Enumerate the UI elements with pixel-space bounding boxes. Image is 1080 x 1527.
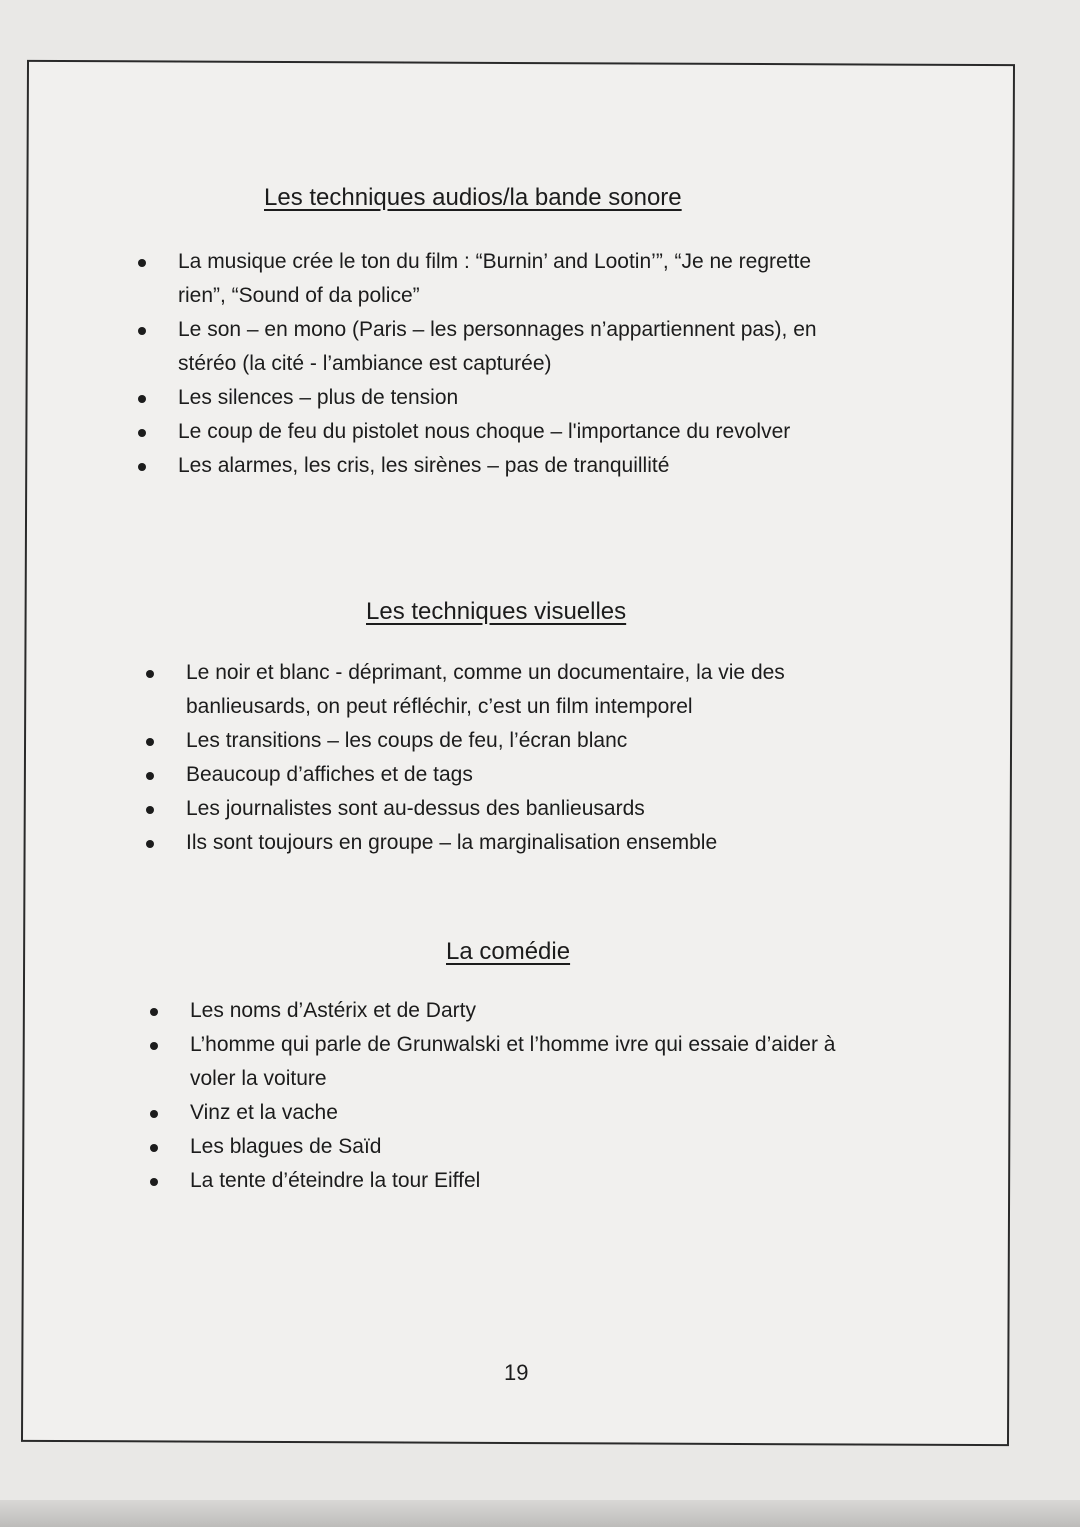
page-number: 19 — [504, 1360, 529, 1385]
list-item — [186, 724, 856, 758]
list-item — [178, 381, 858, 415]
section-title: Les techniques audios/la bande sonore — [264, 184, 682, 211]
bullet-list — [178, 245, 858, 483]
bullet-list — [186, 656, 856, 860]
list-item — [186, 758, 856, 792]
bullet-icon — [146, 772, 154, 780]
bullet-icon — [150, 1110, 158, 1118]
item-text: Le coup de feu du pistolet nous choque – l'importance du revolver — [178, 420, 791, 443]
list-item — [186, 792, 856, 826]
item-text: Les blagues de Saïd — [190, 1135, 382, 1158]
list-item — [178, 245, 858, 313]
list-item — [178, 449, 858, 483]
bullet-list — [190, 994, 860, 1198]
list-item — [178, 415, 858, 449]
item-text: Le noir et blanc - déprimant, comme un documentaire, la vie des banlieusards, on peut réfléchir, c’est un film intemporel — [186, 661, 785, 718]
item-text: La tente d’éteindre la tour Eiffel — [190, 1169, 481, 1192]
bullet-icon — [150, 1144, 158, 1152]
list-item — [190, 1096, 860, 1130]
list-item — [178, 313, 858, 381]
bullet-icon — [138, 429, 146, 437]
bullet-icon — [138, 259, 146, 267]
bullet-icon — [146, 738, 154, 746]
list-item — [190, 994, 860, 1028]
item-text: L’homme qui parle de Grunwalski et l’homme ivre qui essaie d’aider à voler la voiture — [190, 1033, 836, 1090]
bullet-icon — [146, 806, 154, 814]
page-edge-shadow — [0, 1500, 1080, 1527]
section-title: La comédie — [446, 938, 571, 965]
item-text: Les transitions – les coups de feu, l’écran blanc — [186, 729, 628, 752]
bullet-icon — [150, 1008, 158, 1016]
list-item — [190, 1130, 860, 1164]
item-text: Les journalistes sont au-dessus des banlieusards — [186, 797, 645, 820]
bullet-icon — [150, 1178, 158, 1186]
item-text: Les alarmes, les cris, les sirènes – pas de tranquillité — [178, 454, 670, 477]
item-text: Ils sont toujours en groupe – la marginalisation ensemble — [186, 831, 718, 854]
bullet-icon — [138, 327, 146, 335]
bullet-icon — [146, 670, 154, 678]
list-item — [190, 1164, 860, 1198]
section-title: Les techniques visuelles — [366, 598, 627, 625]
bullet-icon — [138, 463, 146, 471]
item-text: Le son – en mono (Paris – les personnages n’appartiennent pas), en stéréo (la cité - l’ambiance est capturée) — [178, 318, 817, 375]
item-text: Les noms d’Astérix et de Darty — [190, 999, 476, 1022]
item-text: Les silences – plus de tension — [178, 386, 459, 409]
bullet-icon — [138, 395, 146, 403]
bullet-icon — [150, 1042, 158, 1050]
list-item — [190, 1028, 860, 1096]
list-item — [186, 656, 856, 724]
item-text: Vinz et la vache — [190, 1101, 338, 1124]
item-text: Beaucoup d’affiches et de tags — [186, 763, 473, 786]
list-item — [186, 826, 856, 860]
bullet-icon — [146, 840, 154, 848]
item-text: La musique crée le ton du film : “Burnin’ and Lootin’”, “Je ne regrette rien”, “Sound of da police” — [178, 250, 812, 307]
